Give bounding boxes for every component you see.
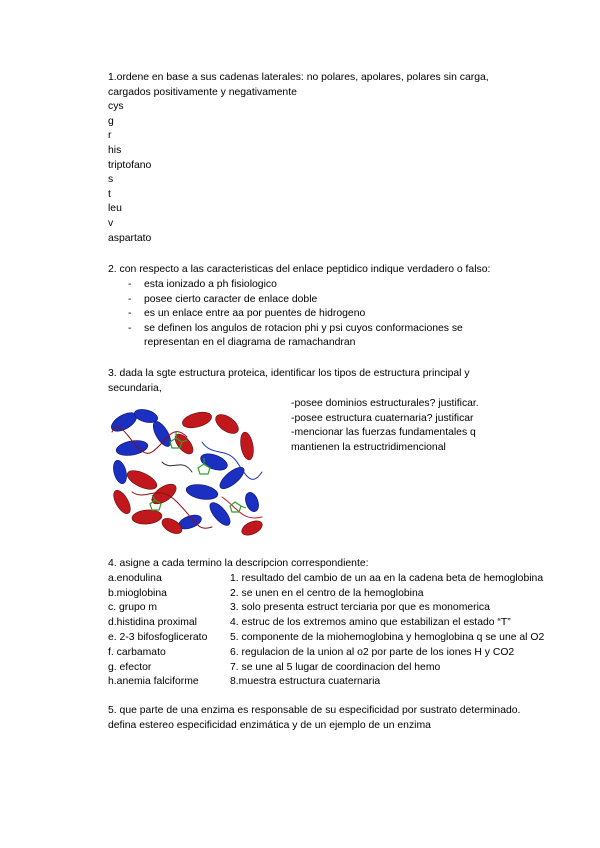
matching-row — [108, 661, 441, 676]
term: b.mioglobina — [108, 587, 167, 599]
amino-acid-item: v — [108, 217, 114, 229]
question-1-title-line-2: cargados positivamente y negativamente — [108, 86, 297, 98]
matching-row — [108, 587, 424, 602]
question-4 — [108, 557, 545, 690]
amino-acid-item: leu — [108, 203, 122, 215]
question-3 — [108, 367, 470, 396]
question-5 — [108, 704, 520, 733]
description: 4. estruc de los extremos amino que estabilizan el estado “T” — [230, 617, 511, 629]
bullet-dash: - — [128, 293, 132, 305]
term: e. 2-3 bifosfoglicerato — [108, 631, 208, 643]
description: 7. se une al 5 lugar de coordinacion del hemo — [230, 661, 441, 673]
question-5-line-1: 5. que parte de una enzima es responsable de su especificidad por sustrato determinado. — [108, 705, 521, 716]
question-3-title-line-2: secundaria, — [108, 382, 162, 394]
term: d.histidina proximal — [108, 617, 197, 629]
question-2-title: 2. con respecto a las caracteristicas del enlace peptidico indique verdadero o falso: — [108, 264, 491, 275]
question-2 — [108, 263, 490, 278]
bullet-dash: - — [128, 279, 132, 290]
matching-row — [108, 601, 490, 616]
term: h.anemia falciforme — [108, 676, 199, 688]
amino-acid-item: aspartato — [108, 232, 152, 244]
term: f. carbamato — [108, 646, 166, 658]
term: a.enodulina — [108, 572, 162, 584]
question-5-line-2: defina estereo especificidad enzimática y de un ejemplo de un enzima — [108, 719, 431, 731]
question-2-bullet-list — [128, 278, 528, 351]
question-3-title-line-1: 3. dada la sgte estructura proteica, identificar los tipos de estructura principal y — [108, 368, 470, 379]
matching-row — [108, 616, 511, 631]
bullet-item: - posee cierto caracter de enlace doble — [128, 293, 528, 308]
amino-acid-item: t — [108, 188, 111, 200]
term: g. efector — [108, 661, 152, 673]
bullet-dash: - — [128, 322, 132, 334]
amino-acid-item: r — [108, 130, 112, 142]
amino-acid-item: his — [108, 144, 122, 156]
description: 2. se unen en el centro de la hemoglobina — [230, 587, 424, 599]
protein-structure-image — [102, 402, 272, 542]
bullet-item: - es un enlace entre aa por puentes de hidrogeno — [128, 307, 528, 322]
subquestion-line: -posee dominios estructurales? justificar. — [291, 398, 479, 409]
description: 6. regulacion de la union al o2 por parte de los iones H y CO2 — [230, 646, 515, 658]
matching-row — [108, 646, 515, 661]
question-3-subquestions — [291, 397, 479, 455]
matching-row — [108, 675, 381, 690]
amino-acid-item: cys — [108, 101, 124, 113]
bullet-item: - se definen los angulos de rotacion phi y psi cuyos conformaciones se representan en el diagrama de ramachandran — [128, 322, 463, 349]
amino-acid-item: s — [108, 174, 114, 186]
question-1-title-line-1: 1.ordene en base a sus cadenas laterales: no polares, apolares, polares sin carga, — [108, 72, 489, 83]
bullet-item: - esta ionizado a ph fisiologico — [128, 278, 528, 293]
matching-row — [108, 631, 545, 646]
bullet-dash: - — [128, 308, 132, 320]
subquestion-line: mantienen la estructridimencional — [291, 441, 446, 453]
question-1 — [108, 71, 489, 246]
subquestion-line: -posee estructura cuaternaria? justificar — [291, 412, 474, 424]
question-4-title: 4. asigne a cada termino la descripcion correspondiente: — [108, 558, 369, 569]
amino-acid-item: g — [108, 115, 114, 127]
amino-acid-item: triptofano — [108, 159, 152, 171]
description: 8.muestra estructura cuaternaria — [230, 676, 381, 688]
description: 1. resultado del cambio de un aa en la cadena beta de hemoglobina — [230, 572, 544, 584]
term: c. grupo m — [108, 602, 158, 614]
description: 3. solo presenta estruct terciaria por que es monomerica — [230, 602, 490, 614]
description: 5. componente de la miohemoglobina y hemoglobina q se une al O2 — [230, 631, 545, 643]
subquestion-line: -mencionar las fuerzas fundamentales q — [291, 427, 476, 439]
matching-row — [108, 572, 544, 587]
